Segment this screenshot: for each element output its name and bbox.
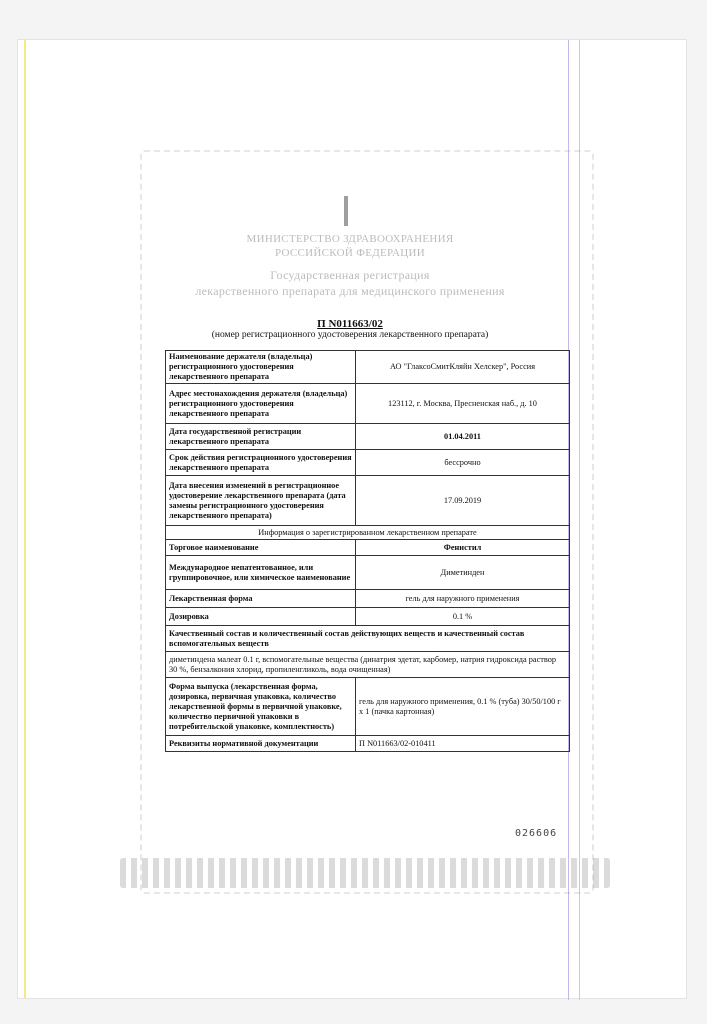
table-row — [166, 450, 570, 476]
table-row — [166, 626, 570, 652]
normative-doc-label: Реквизиты нормативной документации — [166, 736, 356, 752]
table-row — [166, 590, 570, 608]
table-row — [166, 384, 570, 424]
dosage-label: Дозировка — [166, 608, 356, 626]
reg-date-label: Дата государственной регистрации лекарственного препарата — [166, 424, 356, 450]
service-line-2: лекарственного препарата для медицинского применения — [195, 284, 505, 298]
release-form-label: Форма выпуска (лекарственная форма, дозировка, первичная упаковка, количество лекарственной формы в первичной упаковке, количество первичной упаковки в потребительской упаковке, комплектность) — [166, 678, 356, 736]
form-serial-number: 026606 — [515, 828, 558, 839]
bottom-ornament — [120, 858, 610, 888]
table-row — [166, 351, 570, 384]
table-row — [166, 678, 570, 736]
holder-name-value: АО "ГлаксоСмитКляйн Хелскер", Россия — [356, 351, 570, 384]
ministry-line-1: МИНИСТЕРСТВО ЗДРАВООХРАНЕНИЯ — [246, 233, 454, 245]
changes-date-label: Дата внесения изменений в регистрационное удостоверение лекарственного препарата (дата замены регистрационного удостоверения лекарственного препарата) — [166, 476, 356, 526]
certificate-table — [165, 350, 570, 752]
table-row — [166, 556, 570, 590]
holder-name-label: Наименование держателя (владельца) регистрационного удостоверения лекарственного препарата — [166, 351, 356, 384]
registration-number: П N011663/02 — [317, 318, 383, 330]
dosage-form-value: гель для наружного применения — [356, 590, 570, 608]
page-edge-stripe — [24, 40, 26, 998]
dosage-form-label: Лекарственная форма — [166, 590, 356, 608]
table-row — [166, 608, 570, 626]
composition-heading: Качественный состав и количественный состав действующих веществ и качественный состав вспомогательных веществ — [166, 626, 570, 652]
validity-value: бессрочно — [356, 450, 570, 476]
release-form-value: гель для наружного применения, 0.1 % (туба) 30/50/100 г x 1 (пачка картонная) — [356, 678, 570, 736]
changes-date-value: 17.09.2019 — [356, 476, 570, 526]
table-row — [166, 652, 570, 678]
ministry-line-2: РОССИЙСКОЙ ФЕДЕРАЦИИ — [274, 247, 426, 259]
service-line-1: Государственная регистрация — [270, 268, 430, 282]
holder-address-value: 123112, г. Москва, Пресненская наб., д. 10 — [356, 384, 570, 424]
trade-name-label: Торговое наименование — [166, 540, 356, 556]
table-row — [166, 736, 570, 752]
inn-label: Международное непатентованное, или группировочное, или химическое наименование — [166, 556, 356, 590]
table-row — [166, 540, 570, 556]
registration-number-caption: (номер регистрационного удостоверения лекарственного препарата) — [211, 330, 489, 340]
table-row — [166, 526, 570, 540]
holder-address-label: Адрес местонахождения держателя (владельца) регистрационного удостоверения лекарственного препарата — [166, 384, 356, 424]
validity-label: Срок действия регистрационного удостоверения лекарственного препарата — [166, 450, 356, 476]
normative-doc-value: П N011663/02-010411 — [356, 736, 570, 752]
table-row — [166, 424, 570, 450]
inn-value: Диметинден — [356, 556, 570, 590]
info-heading: Информация о зарегистрированном лекарственном препарате — [166, 526, 570, 540]
reg-date-value: 01.04.2011 — [356, 424, 570, 450]
dosage-value: 0.1 % — [356, 608, 570, 626]
composition-text: диметиндена малеат 0.1 г, вспомогательные вещества (динатрия эдетат, карбомер, натрия гидроксида раствор 30 %, бензалкония хлорид, пропиленгликоль, вода очищенная) — [166, 652, 570, 678]
emblem-mark — [344, 196, 348, 226]
table-row — [166, 476, 570, 526]
trade-name-value: Фенистил — [356, 540, 570, 556]
